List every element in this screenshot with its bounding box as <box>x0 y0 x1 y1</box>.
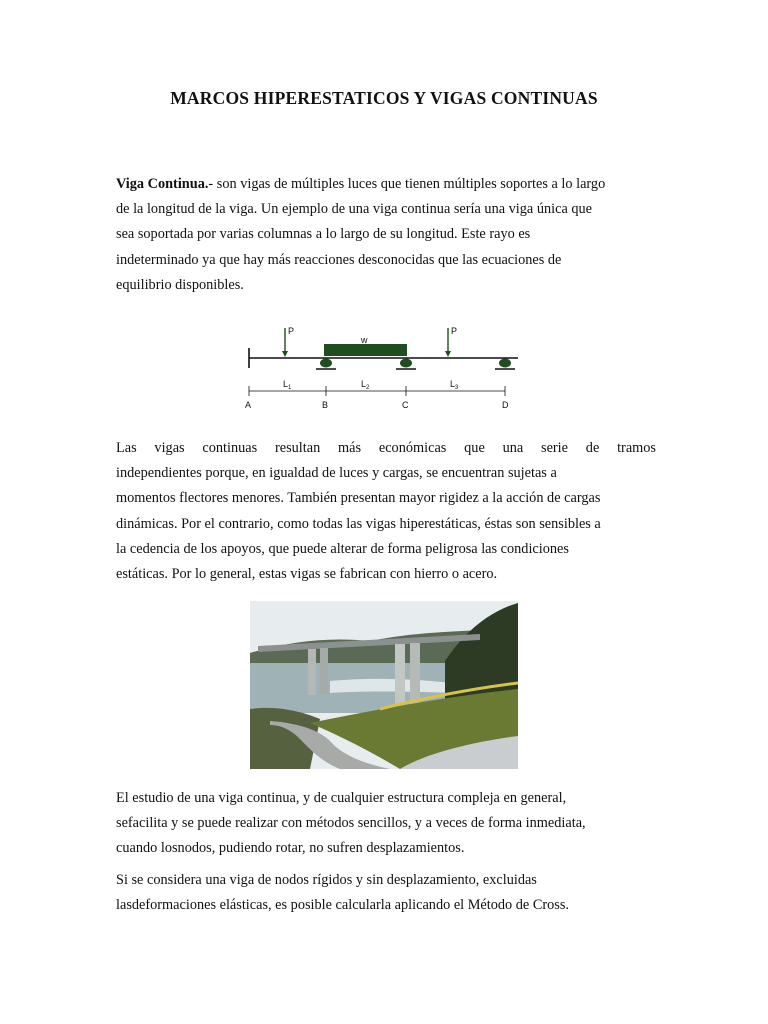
bridge-photo <box>250 601 518 769</box>
paragraph-line: la cedencia de los apoyos, que puede alterar de forma peligrosa las condiciones <box>116 540 569 557</box>
span-label-l2 <box>361 379 370 391</box>
support-c <box>400 359 412 368</box>
paragraph-line <box>116 172 656 197</box>
paragraph-line: Las vigas continuas resultan más económicas que una serie de tramos <box>116 440 656 456</box>
support-d <box>499 359 511 368</box>
point-load-left-arrowhead <box>282 351 288 357</box>
paragraph-line: lasdeformaciones elásticas, es posible calcularla aplicando el Método de Cross. <box>116 897 569 914</box>
paragraph-line: de la longitud de la viga. Un ejemplo de una viga continua sería una viga única que <box>116 201 593 218</box>
line-text: - son vigas de múltiples luces que tienen múltiples soportes a lo largo <box>208 176 606 192</box>
point-label-d: D <box>502 400 509 410</box>
span-label-l3 <box>450 379 459 391</box>
bridge-pier <box>395 644 405 706</box>
span-letter: L <box>283 379 289 389</box>
paragraph-ventajas <box>116 436 656 587</box>
paragraph-metodo-cross <box>116 868 656 918</box>
span-subscript: 2 <box>366 385 370 391</box>
span-letter: L <box>361 379 367 389</box>
paragraph-line: Si se considera una viga de nodos rígidos y sin desplazamiento, excluidas <box>116 872 537 888</box>
document-title: MARCOS HIPERESTATICOS Y VIGAS CONTINUAS <box>170 88 598 108</box>
span-subscript: 1 <box>288 385 292 391</box>
paragraph-line: dinámicas. Por el contrario, como todas las vigas hiperestáticas, éstas son sensibles a <box>116 515 601 532</box>
span-subscript: 3 <box>455 385 459 391</box>
bridge-pier <box>320 648 328 694</box>
paragraph-viga-continua <box>116 172 656 298</box>
paragraph-line: cuando losnodos, pudiendo rotar, no sufren desplazamientos. <box>116 840 465 857</box>
span-label-l1 <box>283 379 292 391</box>
span-letter: L <box>450 379 456 389</box>
term-viga-continua: Viga Continua. <box>116 176 209 192</box>
point-label-a: A <box>245 400 252 410</box>
paragraph-estudio <box>116 786 656 862</box>
point-load-right-label: P <box>451 326 458 336</box>
point-label-b: B <box>322 400 329 410</box>
paragraph-line: independientes porque, en igualdad de luces y cargas, se encuentran sujetas a <box>116 465 557 482</box>
point-load-left-label: P <box>288 326 295 336</box>
bridge-pier <box>308 649 316 695</box>
paragraph-line: indeterminado ya que hay más reacciones desconocidas que las ecuaciones de <box>116 251 562 268</box>
paragraph-line: sea soportada por varias columnas a lo largo de su longitud. Este rayo es <box>116 226 531 243</box>
distributed-load-label: w <box>361 335 368 345</box>
paragraph-line: sefacilita y se puede realizar con métodos sencillos, y a veces de forma inmediata, <box>116 815 586 832</box>
distributed-load <box>324 344 407 356</box>
bridge-pier <box>410 643 420 705</box>
point-label-c: C <box>402 400 409 410</box>
paragraph-line: momentos flectores menores. También presentan mayor rigidez a la acción de cargas <box>116 490 601 507</box>
paragraph-line: El estudio de una viga continua, y de cualquier estructura compleja en general, <box>116 790 567 806</box>
continuous-beam-diagram <box>236 320 532 420</box>
paragraph-line: equilibrio disponibles. <box>116 276 244 293</box>
support-b <box>320 359 332 368</box>
paragraph-line: estáticas. Por lo general, estas vigas se fabrican con hierro o acero. <box>116 566 498 583</box>
point-load-right-arrowhead <box>445 351 451 357</box>
